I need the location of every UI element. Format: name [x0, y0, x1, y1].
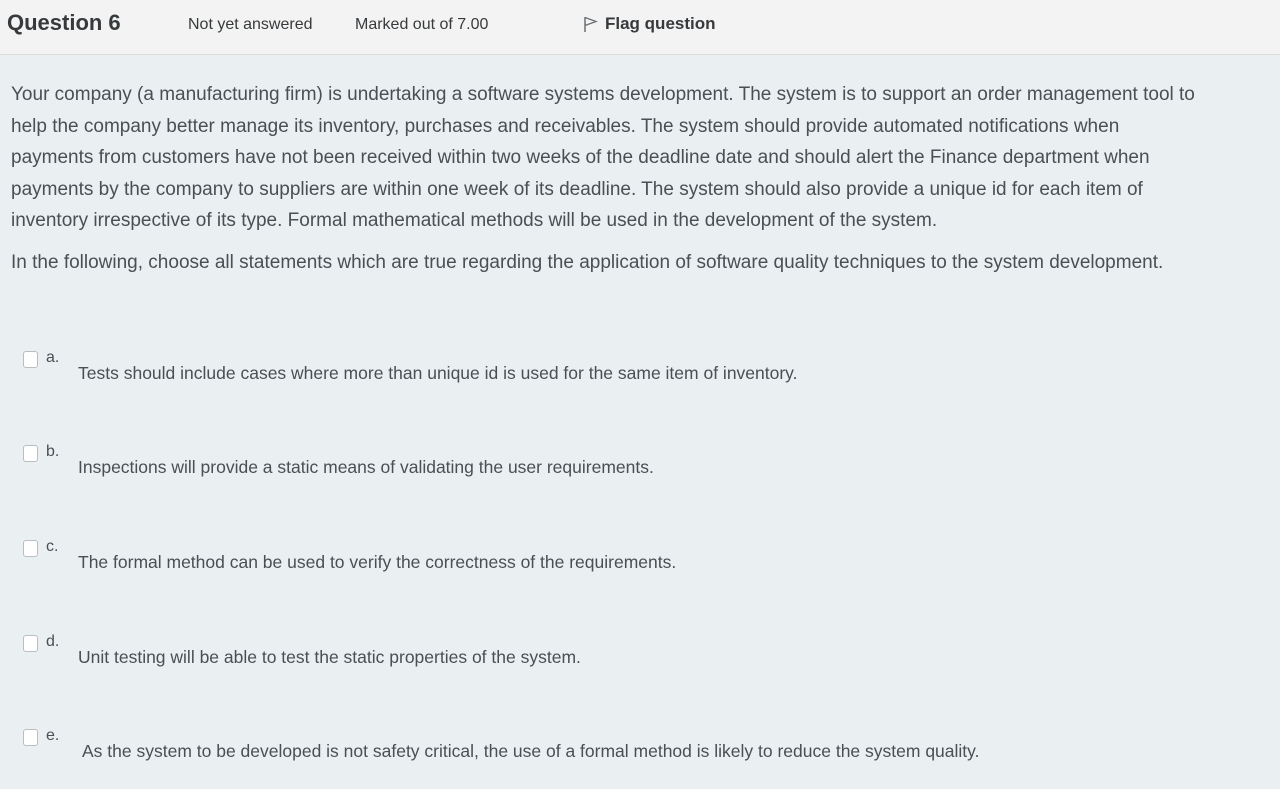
option-text-c[interactable]: The formal method can be used to verify the correctness of the requirements.	[78, 552, 677, 572]
question-text-line: Your company (a manufacturing firm) is undertaking a software systems development. The system is to support an order management tool to	[11, 84, 1195, 105]
answer-option-d[interactable]	[0, 635, 1280, 675]
option-text-e[interactable]: As the system to be developed is not safety critical, the use of a formal method is likely to reduce the system quality.	[82, 741, 980, 761]
question-content	[0, 55, 1280, 789]
question-info-header	[0, 0, 1280, 55]
option-text-b[interactable]: Inspections will provide a static means of validating the user requirements.	[78, 457, 654, 477]
option-checkbox-d[interactable]	[23, 635, 38, 652]
option-checkbox-b[interactable]	[23, 445, 38, 462]
flag-question-button[interactable]	[583, 14, 716, 34]
option-text-a[interactable]: Tests should include cases where more than unique id is used for the same item of inventory.	[78, 363, 798, 383]
option-checkbox-e[interactable]	[23, 729, 38, 746]
question-text	[11, 79, 1273, 237]
question-text-line: help the company better manage its inventory, purchases and receivables. The system should provide automated notifications when	[11, 115, 1120, 137]
question-label: Question	[7, 10, 103, 35]
flag-outline-icon	[583, 15, 598, 33]
question-prompt: In the following, choose all statements which are true regarding the application of software quality techniques to the system development.	[11, 252, 1164, 273]
option-letter-b: b.	[46, 443, 60, 460]
answer-option-e[interactable]	[0, 729, 1280, 769]
flag-question-label: Flag question	[605, 14, 716, 33]
question-text-line: inventory irrespective of its type. Formal mathematical methods will be used in the development of the system.	[11, 210, 938, 231]
answer-option-a[interactable]	[0, 351, 1280, 391]
option-letter-a: a.	[46, 349, 60, 366]
option-checkbox-c[interactable]	[23, 540, 38, 557]
option-text-d[interactable]: Unit testing will be able to test the static properties of the system.	[78, 647, 581, 667]
answer-status: Not yet answered	[188, 16, 313, 33]
option-letter-c: c.	[46, 538, 59, 555]
option-checkbox-a[interactable]	[23, 351, 38, 368]
question-title	[7, 10, 121, 36]
question-text-line: payments by the company to suppliers are within one week of its deadline. The system should also provide a unique id for each item of	[11, 178, 1143, 200]
option-letter-d: d.	[46, 633, 60, 650]
answer-option-c[interactable]	[0, 540, 1280, 580]
option-letter-e: e.	[46, 727, 60, 744]
answer-option-b[interactable]	[0, 445, 1280, 485]
question-marks: Marked out of 7.00	[355, 16, 489, 33]
question-text-line: payments from customers have not been received within two weeks of the deadline date and should alert the Finance department when	[11, 147, 1150, 168]
question-number: 6	[108, 10, 121, 35]
